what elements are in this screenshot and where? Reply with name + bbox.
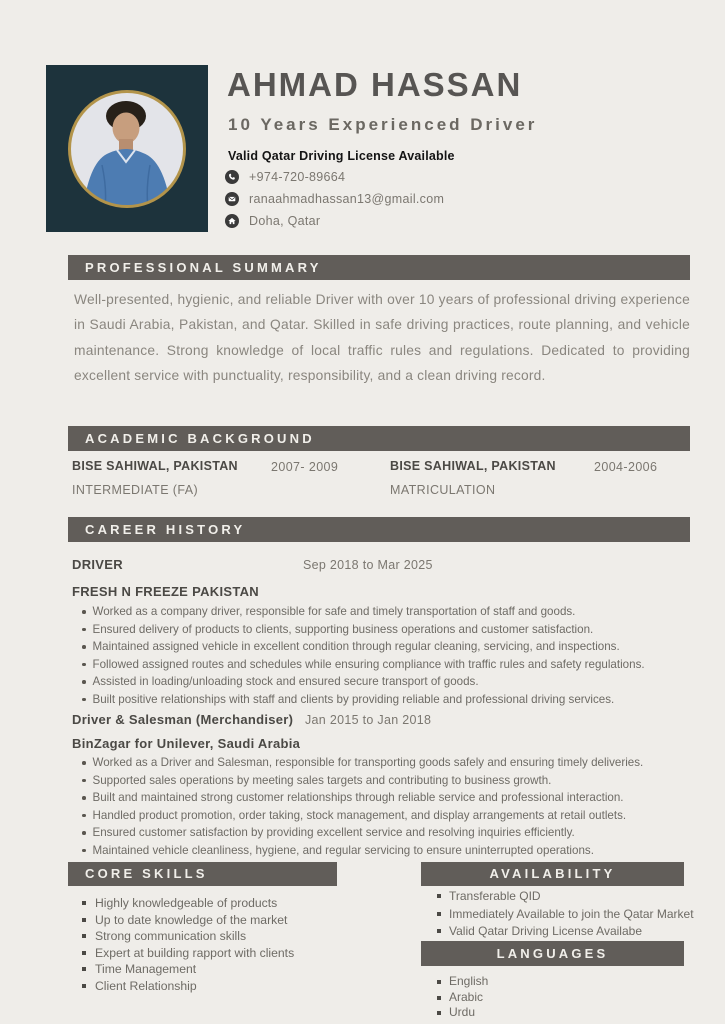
contact-phone-text: +974-720-89664: [249, 170, 346, 184]
job-bullet-list: [82, 603, 690, 708]
language-item: English: [437, 974, 637, 990]
bullet-icon: [82, 761, 86, 765]
bullet-icon: [82, 984, 86, 988]
summary-text: Well-presented, hygienic, and reliable Driver with over 10 years of professional driving experience in Saudi Arabia, Pakistan, and Qatar. Skilled in safe driving practices, route planning, and vehicle maintenance. Strong knowledge of local traffic rules and regulations. Dedicated to providing excellent service with punctuality, responsibility, and a clean driving record.: [74, 292, 690, 383]
job-dates: Jan 2015 to Jan 2018: [305, 713, 432, 727]
bullet-icon: [82, 967, 86, 971]
contact-location-text: Doha, Qatar: [249, 214, 321, 228]
education-degree: INTERMEDIATE (FA): [72, 483, 199, 497]
job-bullet: Maintained vehicle cleanliness, hygiene, and regular servicing to ensure uninterrupted operations.: [82, 842, 690, 860]
bullet-icon: [82, 849, 86, 853]
bullet-icon: [82, 680, 86, 684]
education-school: BISE SAHIWAL, PAKISTAN: [390, 459, 556, 473]
languages-list: [437, 974, 637, 1021]
bullet-icon: [437, 912, 441, 916]
bullet-icon: [82, 796, 86, 800]
language-item: Arabic: [437, 990, 637, 1006]
job-company: FRESH N FREEZE PAKISTAN: [72, 584, 259, 599]
job-dates: Sep 2018 to Mar 2025: [303, 558, 433, 572]
skill-item: Expert at building rapport with clients: [82, 945, 382, 962]
skill-item: Up to date knowledge of the market: [82, 912, 382, 929]
section-title: LANGUAGES: [496, 946, 609, 961]
job-bullet: Ensured customer satisfaction by providing excellent service and resolving inquiries efficiently.: [82, 824, 690, 842]
contact-list: [225, 169, 444, 229]
skill-item: Strong communication skills: [82, 928, 382, 945]
availability-item: Valid Qatar Driving License Availabe: [437, 923, 722, 941]
bullet-icon: [437, 980, 441, 984]
job-bullet: Built and maintained strong customer relationships through reliable service and professional interaction.: [82, 789, 690, 807]
contact-email: [225, 191, 444, 207]
job-bullet: Supported sales operations by meeting sales targets and contributing to business growth.: [82, 772, 690, 790]
job-bullet: Handled product promotion, order taking, stock management, and display arrangements at retail outlets.: [82, 807, 690, 825]
phone-icon: [225, 170, 239, 184]
job-bullet: Worked as a Driver and Salesman, responsible for transporting goods safely and ensuring timely deliveries.: [82, 754, 690, 772]
email-icon: [225, 192, 239, 206]
section-header-professional-summary: [68, 255, 690, 280]
availability-item: Immediately Available to join the Qatar Market: [437, 906, 722, 924]
language-item: Urdu: [437, 1005, 637, 1021]
job-bullet: Worked as a company driver, responsible for safe and timely transportation of staff and goods.: [82, 603, 690, 621]
section-header-career-history: [68, 517, 690, 542]
section-title: CORE SKILLS: [85, 866, 208, 881]
bullet-icon: [437, 1011, 441, 1015]
bullet-icon: [82, 918, 86, 922]
availability-item: Transferable QID: [437, 888, 722, 906]
education-degree: MATRICULATION: [390, 483, 496, 497]
education-dates: 2007- 2009: [271, 460, 339, 474]
bullet-icon: [82, 934, 86, 938]
education-dates: 2004-2006: [594, 460, 658, 474]
section-title: ACADEMIC BACKGROUND: [85, 431, 315, 446]
contact-location: [225, 213, 444, 229]
bullet-icon: [82, 779, 86, 783]
candidate-name: AHMAD HASSAN: [227, 66, 523, 103]
job-bullet-list: [82, 754, 690, 859]
skill-item: Highly knowledgeable of products: [82, 895, 382, 912]
bullet-icon: [82, 901, 86, 905]
bullet-icon: [82, 951, 86, 955]
core-skills-list: [82, 895, 382, 995]
profile-photo: [46, 65, 208, 232]
license-line: Valid Qatar Driving License Available: [228, 149, 455, 163]
bullet-icon: [82, 610, 86, 614]
job-company: BinZagar for Unilever, Saudi Arabia: [72, 736, 301, 751]
education-school: BISE SAHIWAL, PAKISTAN: [72, 459, 238, 473]
availability-list: [437, 888, 722, 941]
job-bullet: Followed assigned routes and schedules while ensuring compliance with traffic rules and safety regulations.: [82, 656, 690, 674]
skill-item: Client Relationship: [82, 978, 382, 995]
section-title: PROFESSIONAL SUMMARY: [85, 260, 322, 275]
job-bullet: Ensured delivery of products to clients, supporting business operations and customer satisfaction.: [82, 621, 690, 639]
bullet-icon: [437, 894, 441, 898]
bullet-icon: [437, 996, 441, 1000]
candidate-title: 10 Years Experienced Driver: [228, 115, 538, 134]
bullet-icon: [82, 663, 86, 667]
section-header-academic-background: [68, 426, 690, 451]
job-title: Driver & Salesman (Merchandiser): [72, 712, 294, 727]
section-header-availability: [421, 862, 684, 886]
bullet-icon: [82, 628, 86, 632]
section-title: CAREER HISTORY: [85, 522, 246, 537]
bullet-icon: [82, 814, 86, 818]
contact-phone: [225, 169, 444, 185]
job-title: DRIVER: [72, 557, 123, 572]
bullet-icon: [82, 645, 86, 649]
skill-item: Time Management: [82, 961, 382, 978]
section-title: AVAILABILITY: [489, 866, 616, 881]
job-bullet: Maintained assigned vehicle in excellent condition through regular cleaning, servicing, and inspections.: [82, 638, 690, 656]
contact-email-text: ranaahmadhassan13@gmail.com: [249, 192, 445, 206]
bullet-icon: [82, 831, 86, 835]
bullet-icon: [82, 698, 86, 702]
job-bullet: Assisted in loading/unloading stock and ensured secure transport of goods.: [82, 673, 690, 691]
home-icon: [225, 214, 239, 228]
section-header-languages: [421, 941, 684, 966]
job-bullet: Built positive relationships with staff and clients by providing reliable and professional driving services.: [82, 691, 690, 709]
bullet-icon: [437, 929, 441, 933]
section-header-core-skills: [68, 862, 337, 886]
profile-photo-image: [46, 65, 208, 232]
